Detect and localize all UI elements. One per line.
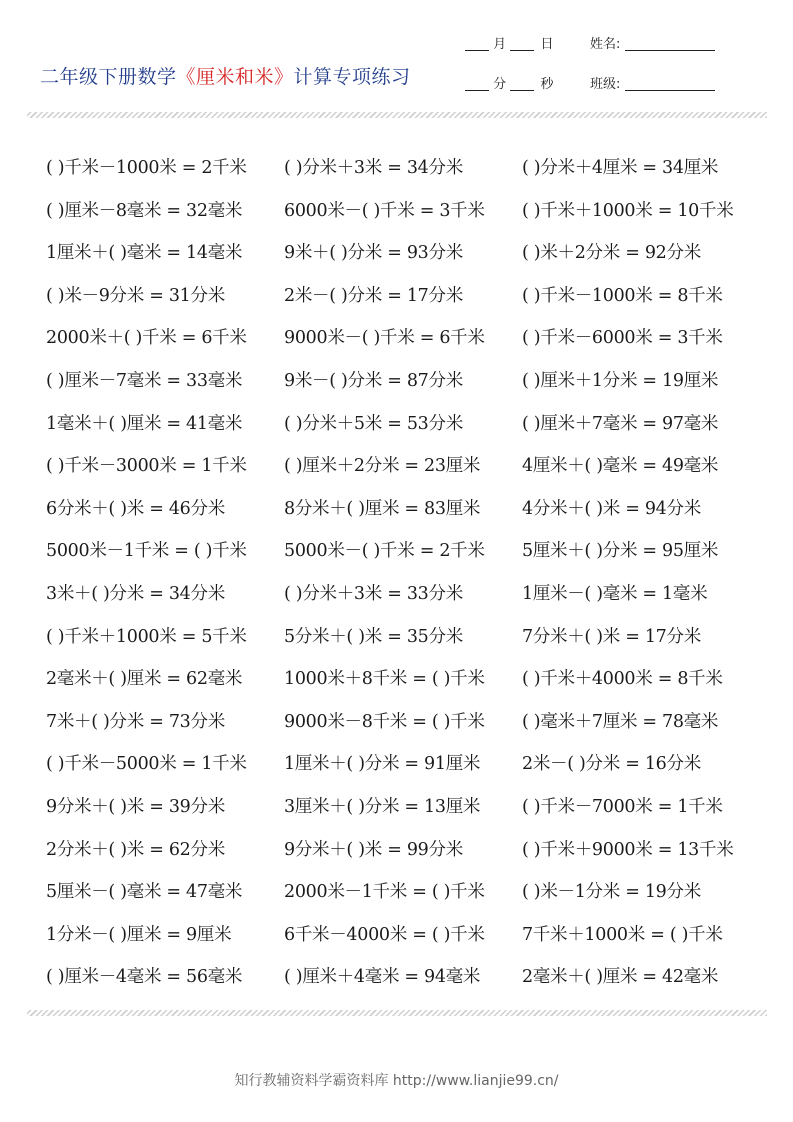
time-field[interactable] (465, 73, 553, 92)
problem-row (0, 698, 793, 741)
problem-item: ( )千米－3000米 = 1千米 (46, 456, 247, 477)
bottom-divider (27, 1010, 767, 1016)
problem-item: 3厘米＋( )分米 = 13厘米 (284, 796, 481, 817)
problem-item: 1000米＋8千米 = ( )千米 (284, 669, 485, 690)
problem-item: 9分米＋( )米 = 99分米 (284, 839, 463, 860)
problem-item: 2000米＋( )千米 = 6千米 (46, 328, 247, 349)
problem-item: 1厘米－( )毫米 = 1毫米 (522, 583, 708, 604)
problem-item: 6千米－4000米 = ( )千米 (284, 924, 485, 945)
problem-item: ( )千米－5000米 = 1千米 (46, 754, 247, 775)
problem-item: 5厘米＋( )分米 = 95厘米 (522, 541, 719, 562)
problem-item: ( )厘米－7毫米 = 33毫米 (46, 370, 243, 391)
problem-row (0, 826, 793, 869)
name-field[interactable] (590, 33, 715, 52)
problem-item: ( )千米＋4000米 = 8千米 (522, 669, 723, 690)
problem-row (0, 357, 793, 400)
problem-item: ( )米－1分米 = 19分米 (522, 882, 701, 903)
problem-item: ( )分米＋5米 = 53分米 (284, 413, 463, 434)
problem-item: 7千米＋1000米 = ( )千米 (522, 924, 723, 945)
problem-item: ( )米－9分米 = 31分米 (46, 285, 225, 306)
problem-item: ( )厘米＋2分米 = 23厘米 (284, 456, 481, 477)
month-label: 月 (493, 37, 507, 52)
problem-item: 6分米＋( )米 = 46分米 (46, 498, 225, 519)
problem-item: 4厘米＋( )毫米 = 49毫米 (522, 456, 719, 477)
problem-item: 5000米－1千米 = ( )千米 (46, 541, 247, 562)
problem-row (0, 868, 793, 911)
problem-item: ( )分米＋3米 = 33分米 (284, 583, 463, 604)
problem-row (0, 187, 793, 230)
problem-item: 2分米＋( )米 = 62分米 (46, 839, 225, 860)
problem-item: 9米－( )分米 = 87分米 (284, 370, 463, 391)
problem-item: 9000米－8千米 = ( )千米 (284, 711, 485, 732)
problem-item: 1毫米＋( )厘米 = 41毫米 (46, 413, 243, 434)
problem-grid (0, 144, 793, 996)
page-title (40, 62, 411, 89)
problem-item: ( )厘米－4毫米 = 56毫米 (46, 967, 243, 988)
problem-row (0, 527, 793, 570)
problem-item: 5000米－( )千米 = 2千米 (284, 541, 485, 562)
problem-item: ( )厘米＋4毫米 = 94毫米 (284, 967, 481, 988)
problem-item: 2米－( )分米 = 17分米 (284, 285, 463, 306)
problem-item: ( )厘米－8毫米 = 32毫米 (46, 200, 243, 221)
problem-item: 8分米＋( )厘米 = 83厘米 (284, 498, 481, 519)
name-label: 姓名: (590, 37, 621, 52)
problem-row (0, 400, 793, 443)
problem-item: 5厘米－( )毫米 = 47毫米 (46, 882, 243, 903)
problem-item: 2毫米＋( )厘米 = 42毫米 (522, 967, 719, 988)
problem-row (0, 911, 793, 954)
problem-item: ( )千米－6000米 = 3千米 (522, 328, 723, 349)
problem-item: 2毫米＋( )厘米 = 62毫米 (46, 669, 243, 690)
problem-item: 9米＋( )分米 = 93分米 (284, 243, 463, 264)
problem-item: 7分米＋( )米 = 17分米 (522, 626, 701, 647)
footer-watermark: 知行教辅资料学霸资料库 http://www.lianjie99.cn/ (234, 1073, 559, 1089)
problem-row (0, 570, 793, 613)
problem-item: ( )毫米＋7厘米 = 78毫米 (522, 711, 719, 732)
class-label: 班级: (590, 77, 621, 92)
title-part-grade: 二年级下册数学 (40, 66, 177, 88)
title-part-type: 计算专项练习 (293, 66, 411, 88)
problem-row (0, 314, 793, 357)
problem-item: 4分米＋( )米 = 94分米 (522, 498, 701, 519)
problem-row (0, 485, 793, 528)
problem-item: ( )千米－7000米 = 1千米 (522, 796, 723, 817)
top-divider (27, 112, 767, 118)
problem-row (0, 655, 793, 698)
date-field[interactable] (465, 33, 553, 52)
title-part-topic: 《厘米和米》 (176, 66, 294, 88)
problem-row (0, 272, 793, 315)
minute-label: 分 (493, 77, 507, 92)
class-field[interactable] (590, 73, 715, 92)
problem-row (0, 229, 793, 272)
problem-item: ( )厘米＋7毫米 = 97毫米 (522, 413, 719, 434)
problem-row (0, 442, 793, 485)
problem-row (0, 144, 793, 187)
problem-row (0, 953, 793, 996)
problem-item: ( )千米＋1000米 = 10千米 (522, 200, 734, 221)
day-label: 日 (540, 37, 554, 52)
problem-item: ( )分米＋3米 = 34分米 (284, 158, 463, 178)
problem-item: 1分米－( )厘米 = 9厘米 (46, 924, 232, 945)
problem-item: 2000米－1千米 = ( )千米 (284, 882, 485, 903)
problem-item: ( )米＋2分米 = 92分米 (522, 243, 701, 264)
problem-row (0, 783, 793, 826)
problem-row (0, 613, 793, 656)
problem-item: 1厘米＋( )毫米 = 14毫米 (46, 243, 243, 264)
problem-item: 6000米－( )千米 = 3千米 (284, 200, 485, 221)
problem-item: 9分米＋( )米 = 39分米 (46, 796, 225, 817)
problem-item: ( )厘米＋1分米 = 19厘米 (522, 370, 719, 391)
problem-item: 1厘米＋( )分米 = 91厘米 (284, 754, 481, 775)
problem-item: 5分米＋( )米 = 35分米 (284, 626, 463, 647)
problem-item: ( )分米＋4厘米 = 34厘米 (522, 158, 719, 178)
problem-item: ( )千米－1000米 = 2千米 (46, 158, 247, 178)
problem-row (0, 740, 793, 783)
problem-item: 7米＋( )分米 = 73分米 (46, 711, 225, 732)
problem-item: 2米－( )分米 = 16分米 (522, 754, 701, 775)
problem-item: 3米＋( )分米 = 34分米 (46, 583, 225, 604)
problem-item: ( )千米－1000米 = 8千米 (522, 285, 723, 306)
problem-item: ( )千米＋9000米 = 13千米 (522, 839, 734, 860)
problem-item: ( )千米＋1000米 = 5千米 (46, 626, 247, 647)
second-label: 秒 (540, 77, 554, 92)
problem-item: 9000米－( )千米 = 6千米 (284, 328, 485, 349)
